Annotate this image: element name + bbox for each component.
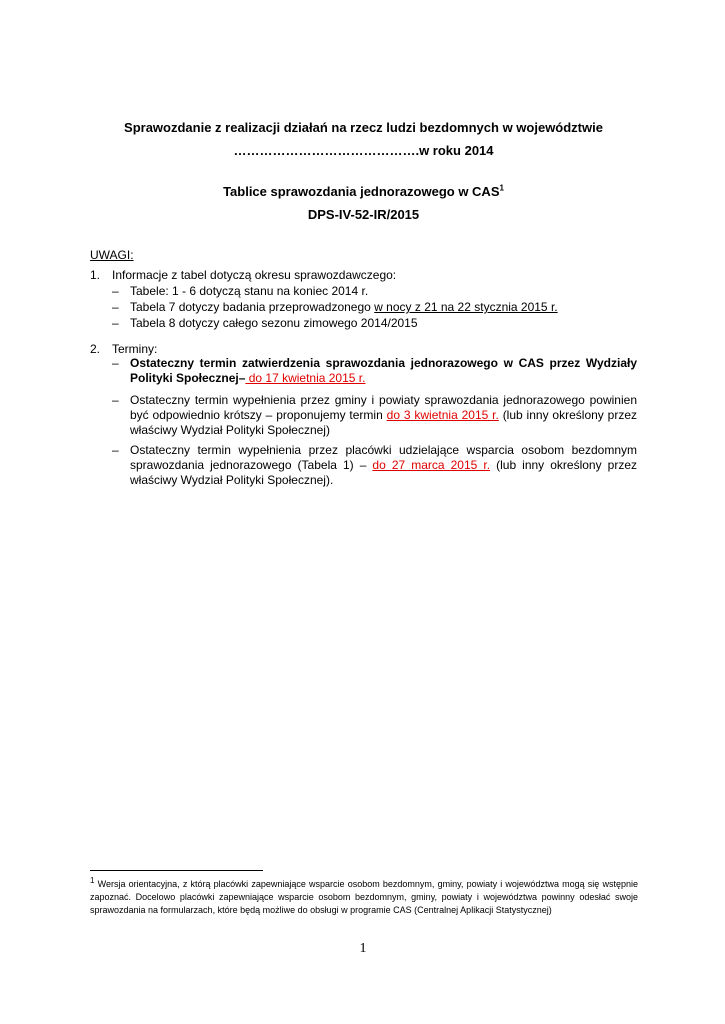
footnote bbox=[90, 878, 638, 917]
dash-bullet: – bbox=[112, 356, 119, 370]
document-code: DPS-IV-52-IR/2015 bbox=[307, 207, 420, 222]
subitem-text-part: (lub inny określony przez właściwy Wydział Polityki Społecznej) bbox=[130, 408, 638, 437]
subitem-text-part: Ostateczny termin wypełnienia przez gminy i powiaty sprawozdania jednorazowego powinien być odpowiednio krótszy – proponujemy termin bbox=[130, 393, 637, 422]
dash-bullet: – bbox=[112, 316, 119, 330]
dash-bullet: – bbox=[112, 393, 119, 407]
report-title-year: …………………………………….w roku 2014 bbox=[233, 143, 494, 158]
deadline-date-red: do 3 kwietnia 2015 r. bbox=[386, 408, 499, 422]
footnote-separator bbox=[90, 870, 263, 871]
footnote-reference: 1 bbox=[499, 183, 504, 193]
tables-title bbox=[90, 184, 637, 199]
page-number: 1 bbox=[359, 941, 367, 956]
subitem-text-part: (lub inny określony przez właściwy Wydział Polityki Społecznej). bbox=[130, 458, 637, 487]
list-item-text: Terminy: bbox=[112, 342, 158, 356]
subitem-text bbox=[130, 393, 637, 438]
deadline-bold-text: Ostateczny termin zatwierdzenia sprawozdania jednorazowego w CAS przez Wydziały Polityki Społecznej– bbox=[130, 356, 637, 385]
deadline-date-red: do 27 marca 2015 r. bbox=[372, 458, 491, 472]
survey-date-underlined: w nocy z 21 na 22 stycznia 2015 r. bbox=[374, 300, 558, 314]
dash-bullet: – bbox=[112, 443, 119, 457]
tables-title-text: Tablice sprawozdania jednorazowego w CAS bbox=[223, 184, 500, 199]
list-item-text: Informacje z tabel dotyczą okresu sprawozdawczego: bbox=[112, 268, 397, 282]
dash-bullet: – bbox=[112, 300, 119, 314]
dash-bullet: – bbox=[112, 284, 119, 298]
subitem-text-part: Ostateczny termin wypełnienia przez placówki udzielające wsparcia osobom bezdomnym sprawozdania jednorazowego (Tabela 1) – bbox=[130, 443, 637, 472]
report-title: Sprawozdanie z realizacji działań na rzecz ludzi bezdomnych w województwie bbox=[124, 120, 603, 135]
subitem-text bbox=[130, 443, 637, 488]
subitem-text bbox=[130, 300, 637, 315]
list-number: 2. bbox=[90, 342, 101, 356]
subitem-text: Tabele: 1 - 6 dotyczą stanu na koniec 2014 r. bbox=[130, 284, 369, 298]
subitem-text bbox=[130, 356, 637, 386]
list-number: 1. bbox=[90, 268, 101, 282]
footnote-mark: 1 bbox=[90, 876, 95, 885]
footnote-text: Wersja orientacyjna, z którą placówki zapewniające wsparcie osobom bezdomnym, gminy, powiaty i województwa mogą się wstępnie zapoznać. Docelowo placówki zapewniające wsparcie osobom bezdomnym, gminy, powiaty i województwa powinny odesłać swoje sprawozdania na formularzach, które będą możliwe do obsługi w programie CAS (Centralnej Aplikacji Statystycznej) bbox=[90, 879, 638, 915]
deadline-date-red: do 17 kwietnia 2015 r. bbox=[245, 371, 366, 385]
subitem-text-part: Tabela 7 dotyczy badania przeprowadzonego bbox=[130, 300, 375, 314]
notes-heading: UWAGI: bbox=[90, 248, 134, 262]
subitem-text: Tabela 8 dotyczy całego sezonu zimowego 2014/2015 bbox=[130, 316, 418, 330]
